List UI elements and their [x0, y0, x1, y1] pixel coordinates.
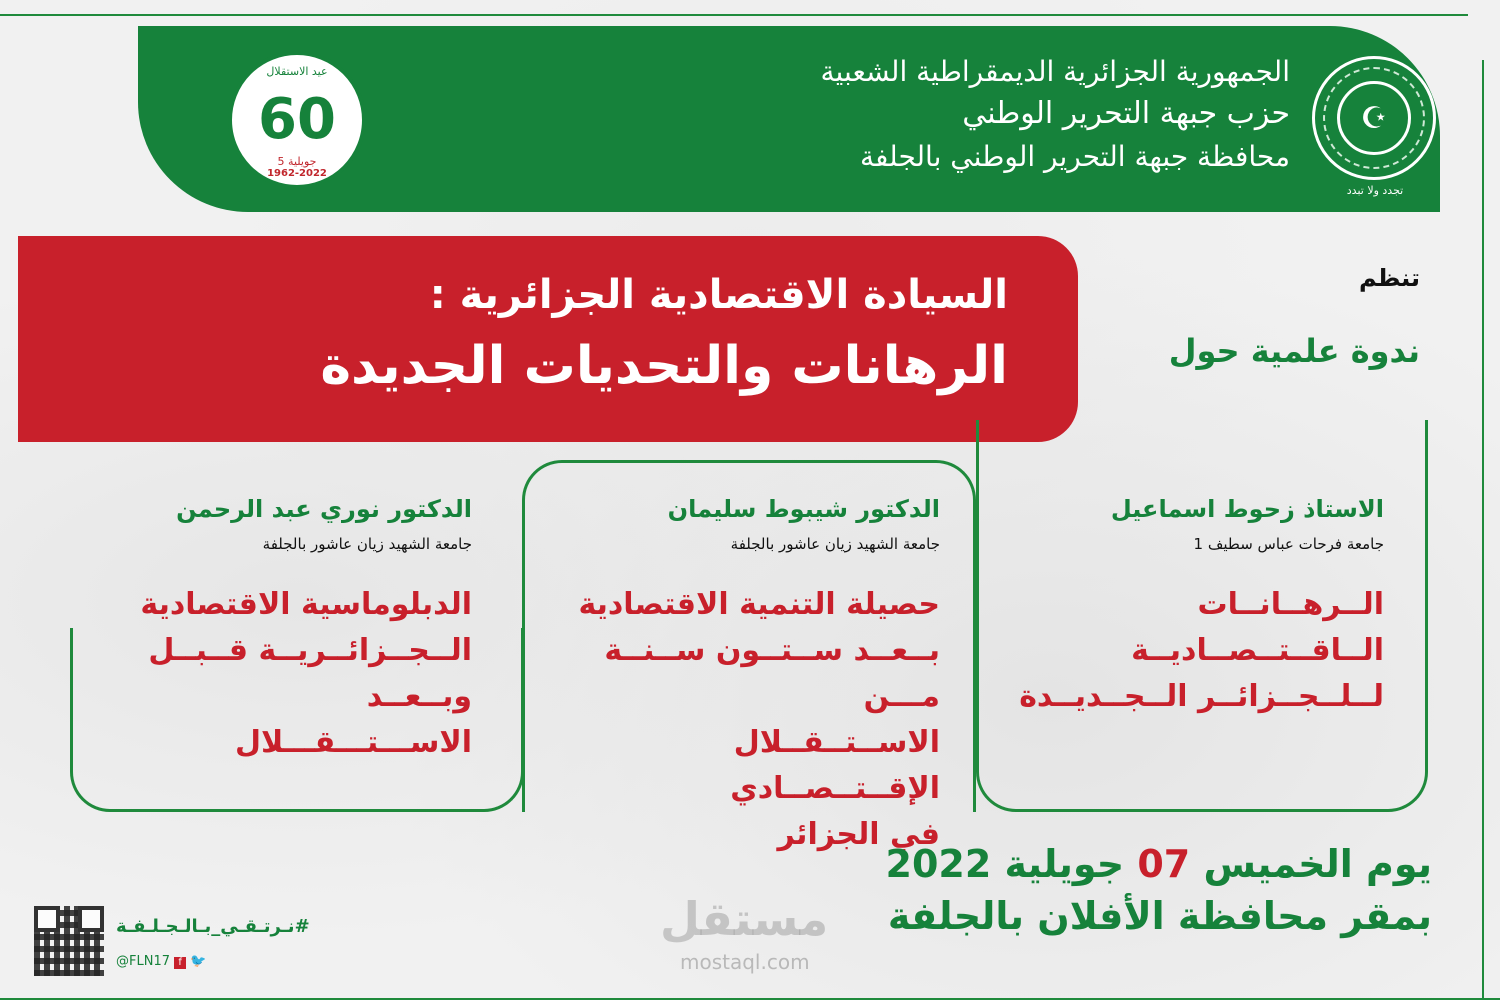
speaker-university: جامعة فرحات عباس سطيف 1	[1193, 535, 1384, 553]
hashtag: #نـرتـقـي_بـالـجـلـفـة	[116, 916, 310, 937]
seminar-label: ندوة علمية حول	[1168, 332, 1420, 370]
topic-line: الاســـتـــقـــلال	[234, 725, 472, 760]
header-top-line	[0, 14, 1468, 16]
topic-line: الــجــزائــريــة قــبــل وبــعــد	[148, 633, 472, 714]
title-banner	[18, 236, 1078, 442]
organizes-label: تنظم	[1358, 264, 1420, 292]
watermark-url: mostaql.com	[680, 950, 810, 974]
facebook-icon[interactable]: f	[174, 957, 186, 969]
speaker-topic	[72, 582, 472, 766]
speaker-2	[540, 494, 940, 858]
speaker-university: جامعة الشهيد زيان عاشور بالجلفة	[730, 535, 940, 553]
social-links	[116, 954, 206, 969]
header-republic: الجمهورية الجزائرية الديمقراطية الشعبية	[820, 55, 1290, 88]
badge-years: 1962-2022	[267, 168, 327, 179]
frame-right-line	[1482, 60, 1484, 998]
event-month-year: جويلية 2022	[885, 842, 1125, 886]
topic-line: الدبلوماسية الاقتصادية	[140, 587, 472, 622]
speaker-3	[72, 494, 472, 766]
independence-anniversary-badge	[228, 51, 366, 189]
topic-line: بــعــد ســتــون ســنــة مـــن	[604, 633, 940, 714]
social-handle[interactable]: @FLN17	[116, 954, 170, 969]
speaker-topic	[540, 582, 940, 858]
twitter-icon[interactable]: 🐦	[190, 954, 207, 969]
speaker-topic	[984, 582, 1384, 720]
event-place: بمقر محافظة الأفلان بالجلفة	[887, 894, 1432, 938]
topic-line: في الجزائر	[777, 817, 940, 852]
crescent-star-icon: ☪	[1337, 81, 1411, 155]
event-day: يوم الخميس	[1203, 842, 1432, 886]
speaker-1	[984, 494, 1384, 720]
badge-number: 60	[258, 87, 336, 152]
title-line-2: الرهانات والتحديات الجديدة	[320, 336, 1008, 396]
header-party: حزب جبهة التحرير الوطني	[962, 96, 1290, 131]
badge-subtitle: جويلية 5	[277, 155, 317, 168]
header-text	[821, 52, 1290, 178]
speaker-university: جامعة الشهيد زيان عاشور بالجلفة	[262, 535, 472, 553]
speaker-name: الدكتور نوري عبد الرحمن	[176, 495, 472, 523]
topic-line: الاســتــقــلال الإقــتــصــادي	[730, 725, 940, 806]
party-emblem-logo	[1312, 56, 1436, 180]
title-line-1: السيادة الاقتصادية الجزائرية :	[429, 272, 1008, 318]
topic-line: حصيلة التنمية الاقتصادية	[578, 587, 940, 622]
emblem-caption: تجدد ولا تبدد	[1346, 184, 1404, 197]
speaker-name: الدكتور شيبوط سليمان	[667, 495, 940, 523]
header-province: محافظة جبهة التحرير الوطني بالجلفة	[860, 140, 1290, 173]
emblem-ring	[1323, 67, 1425, 169]
event-day-number: 07	[1137, 842, 1191, 886]
event-date	[886, 842, 1432, 886]
qr-code-icon[interactable]	[34, 906, 104, 976]
topic-line: لــلــجــزائــر الــجــديــدة	[1019, 679, 1384, 714]
speaker-name: الاستاذ زحوط اسماعيل	[1110, 495, 1384, 523]
topic-line: الــرهــانــات الــاقــتــصــاديــة	[1131, 587, 1384, 668]
watermark-logo: مستقل	[660, 892, 829, 946]
badge-top-text: عيد الاستقلال	[266, 65, 328, 78]
